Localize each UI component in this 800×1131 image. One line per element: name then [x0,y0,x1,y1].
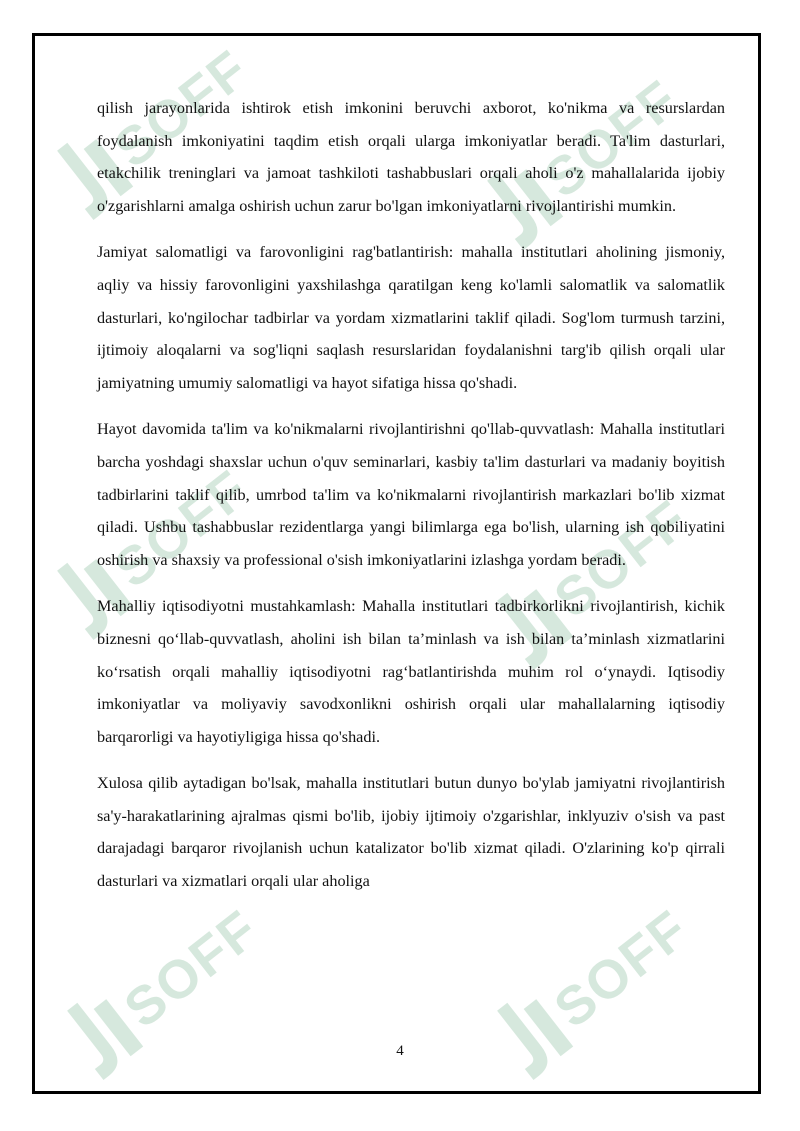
watermark-text: SOFF [533,68,691,210]
page-number: 4 [396,1043,404,1059]
paragraph: Xulosa qilib aytadigan bo'lsak, mahalla institutlari butun dunyo bo'ylab jamiyatni rivojlantirish sa'y-harakatlarining ajralmas qismi bo'lib, ijobiy ijtimoiy o'zgarishlar, inklyuziv o'sish va past darajadagi barqaror rivojlanish uchun katalizator bo'lib xizmat qiladi. O'zlarining ko'p qirrali dasturlari va xizmatlari orqali ular aholiga [97,774,725,891]
watermark-text: SOFF [103,458,261,600]
watermark-text: SOFF [543,488,701,630]
watermark-text: SOFF [103,38,261,180]
paragraph: Hayot davomida ta'lim va ko'nikmalarni rivojlantirishni qo'llab-quvvatlash: Mahalla institutlari barcha yoshdagi shaxslar uchun o'quv seminarlari, kasbiy ta'lim dasturlari va madaniy boyitish tadbirlarini taklif qilib, umrbod ta'lim va ko'nikmalarni rivojlantirish markazlari bo'lib xizmat qiladi. Ushbu tashabbuslar rezidentlarga yangi bilimlarga ega bo'lish, ularning ish qobiliyatini oshirish va shaxsiy va professional o'sish imkoniyatlarini izlashga yordam beradi. [97,420,725,569]
watermark-text: SOFF [113,898,271,1040]
paragraph: Jamiyat salomatligi va farovonligini rag'batlantirish: mahalla institutlari aholining jismoniy, aqliy va hissiy farovonligini yaxshilashga qaratilgan keng ko'lamli salomatlik va salomatlik dasturlari, ko'ngilochar tadbirlar va yordam xizmatlarini taklif qiladi. Sog'lom turmush tarzini, ijtimoiy aloqalarni va sog'liqni saqlash resurslaridan foydalanishni targ'ib qilish orqali ular jamiyatning umumiy salomatligi va hayot sifatiga hissa qo'shadi. [97,243,725,392]
paragraph: qilish jarayonlarida ishtirok etish imkonini beruvchi axborot, ko'nikma va resurslardan foydalanish imkoniyatini taqdim etish orqali ularga imkoniyatlar beradi. Ta'lim dasturlari, etakchilik treninglari va jamoat tashkiloti tashabbuslari orqali aholi o'z mahallalarida ijobiy o'zgarishlarni amalga oshirish uchun zarur bo'lgan imkoniyatlarni rivojlantirishi mumkin. [97,99,725,215]
paragraph: Mahalliy iqtisodiyotni mustahkamlash: Mahalla institutlari tadbirkorlikni rivojlantirish, kichik biznesni qo‘llab-quvvatlash, aholini ish bilan ta’minlash va ish bilan ta’minlash xizmatlarini ko‘rsatish orqali mahalliy iqtisodiyotni rag‘batlantirishda muhim rol o‘ynaydi. Iqtisodiy imkoniyatlar va moliyaviy savodxonlikni oshirish orqali ular mahallalarning iqtisodiy barqarorligi va hayotiyligiga hissa qo'shadi. [97,597,725,746]
watermark-text: SOFF [543,898,701,1040]
document-body [97,92,725,912]
